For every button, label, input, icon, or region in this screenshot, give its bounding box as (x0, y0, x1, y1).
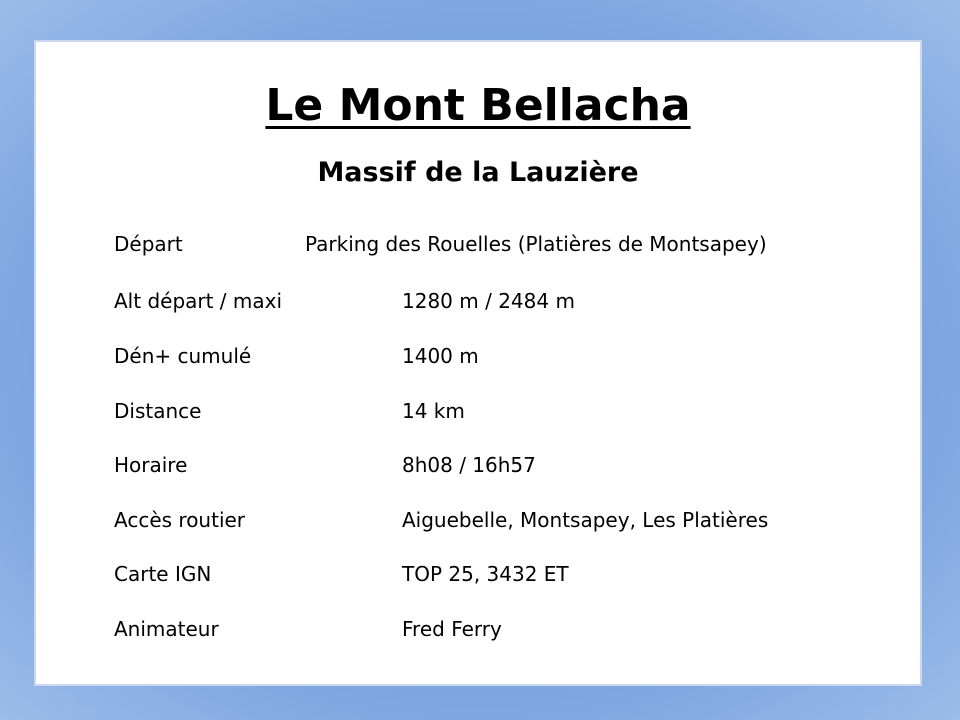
info-label: Alt départ / maxi (114, 289, 283, 313)
info-row-depart (114, 230, 894, 258)
info-row-carte (114, 560, 894, 588)
info-value: 1280 m / 2484 m (402, 289, 575, 313)
info-label: Dén+ cumulé (114, 344, 252, 368)
info-value: 8h08 / 16h57 (402, 453, 536, 477)
info-row-animateur (114, 615, 894, 643)
info-label: Distance (114, 399, 202, 423)
info-label: Carte IGN (114, 562, 212, 586)
info-value: Aiguebelle, Montsapey, Les Platières (402, 508, 769, 532)
info-row-altitude (114, 287, 894, 315)
page-title-text: Le Mont Bellacha (265, 80, 691, 131)
slide-panel (34, 40, 922, 686)
info-label: Accès routier (114, 508, 246, 532)
info-label: Horaire (114, 453, 188, 477)
info-label: Animateur (114, 617, 219, 641)
info-label: Départ (114, 232, 183, 256)
info-value: 14 km (402, 399, 465, 423)
page-title (36, 80, 920, 133)
info-value: Parking des Rouelles (Platières de Montsapey) (305, 232, 767, 256)
info-value: TOP 25, 3432 ET (402, 562, 569, 586)
info-row-acces (114, 506, 894, 534)
page-subtitle: Massif de la Lauzière (317, 157, 639, 188)
info-row-denivele (114, 342, 894, 370)
info-value: Fred Ferry (402, 617, 502, 641)
info-value: 1400 m (402, 344, 479, 368)
info-row-distance (114, 397, 894, 425)
info-row-horaire (114, 451, 894, 479)
